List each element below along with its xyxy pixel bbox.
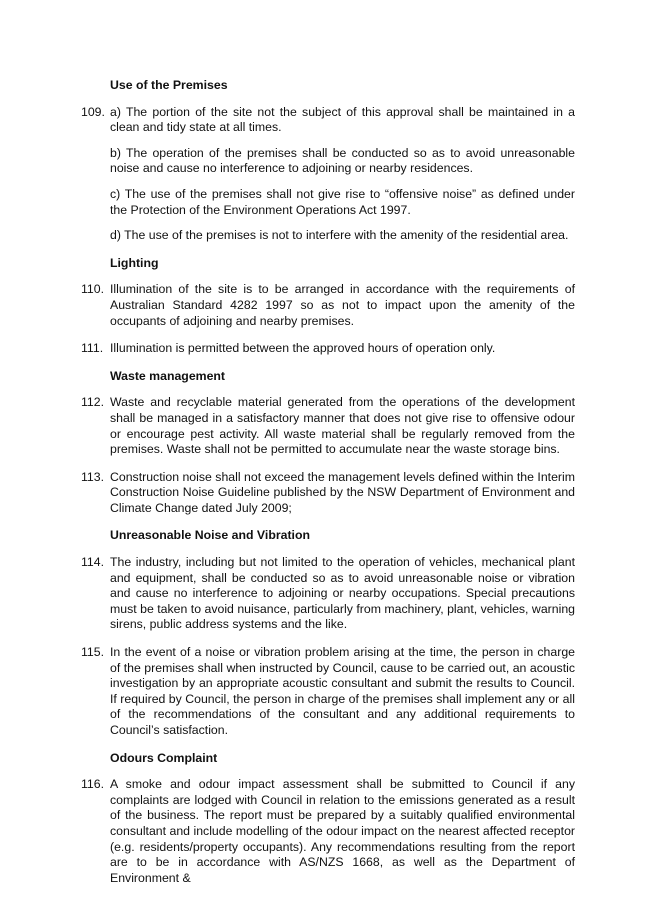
condition-number: 114. [81,555,105,570]
condition-text: Illumination is permitted between the approved hours of operation only. [110,341,496,356]
condition-item [81,777,575,886]
condition-number: 110. [81,282,105,297]
condition-item [81,282,575,329]
condition-item [81,555,575,633]
condition-item [81,395,575,457]
section-heading: Odours Complaint [110,750,218,765]
condition-text: d) The use of the premises is not to interfere with the amenity of the residential area. [110,228,569,243]
condition-text: In the event of a noise or vibration problem arising at the time, the person in charge of the premises shall when instructed by Council, cause to be carried out, an acoustic investigation by an appropriate acoustic consultant and submit the results to Council. If required by Council, the person in charge of the premises shall implement any or all of the recommendations of the consultant and any additional requirements to Council’s satisfaction. [110,645,575,737]
condition-item [81,341,575,357]
section-heading: Use of the Premises [110,78,228,92]
condition-text: The industry, including but not limited to the operation of vehicles, mechanical plant and equipment, shall be conducted so as to avoid unreasonable noise or vibration and cause no interference to adjoining or nearby occupations. Special precautions must be taken to avoid nuisance, particularly from machinery, plant, vehicles, warning sirens, public address systems and the like. [110,555,575,632]
section-heading: Waste management [110,368,226,383]
condition-number: 115. [81,645,105,660]
condition-text: A smoke and odour impact assessment shall be submitted to Council if any complaints are lodged with Council in relation to the emissions generated as a result of the business. The report must be prepared by a suitably qualified environmental consultant and include modelling of the odour impact on the nearest affected receptor (e.g. residents/property occupants). Any recommendations resulting from the report are to be in accordance with AS/NZS 1668, as well as the Department of Environment & [110,777,575,885]
condition-text: Waste and recyclable material generated from the operations of the development shall be managed in a satisfactory manner that does not give rise to offensive odour or encourage pest activity. All waste material shall be regularly removed from the premises. Waste shall not be permitted to accumulate near the waste storage bins. [110,395,575,457]
condition-text: Construction noise shall not exceed the management levels defined within the Interim Construction Noise Guideline published by the NSW Department of Environment and Climate Change dated July 2009; [110,469,575,515]
condition-number: 116. [81,777,105,792]
condition-number: 109. [81,104,105,119]
document-body [81,78,575,898]
condition-text: c) The use of the premises shall not give rise to “offensive noise” as defined under the Protection of the Environment Operations Act 1997. [110,186,575,217]
section-heading: Unreasonable Noise and Vibration [110,528,310,543]
condition-number: 111. [81,341,104,356]
condition-item [81,645,575,739]
condition-number: 112. [81,395,105,410]
condition-text: a) The portion of the site not the subject of this approval shall be maintained in a clean and tidy state at all times. [110,104,575,135]
section-heading: Lighting [110,255,159,270]
condition-text: b) The operation of the premises shall be conducted so as to avoid unreasonable noise and cause no interference to adjoining or nearby residences. [110,145,575,176]
condition-text: Illumination of the site is to be arranged in accordance with the requirements of Australian Standard 4282 1997 so as not to impact upon the amenity of the occupants of adjoining and nearby premises. [110,282,575,328]
condition-item [81,105,575,244]
condition-number: 113. [81,469,105,484]
condition-item [81,470,575,517]
